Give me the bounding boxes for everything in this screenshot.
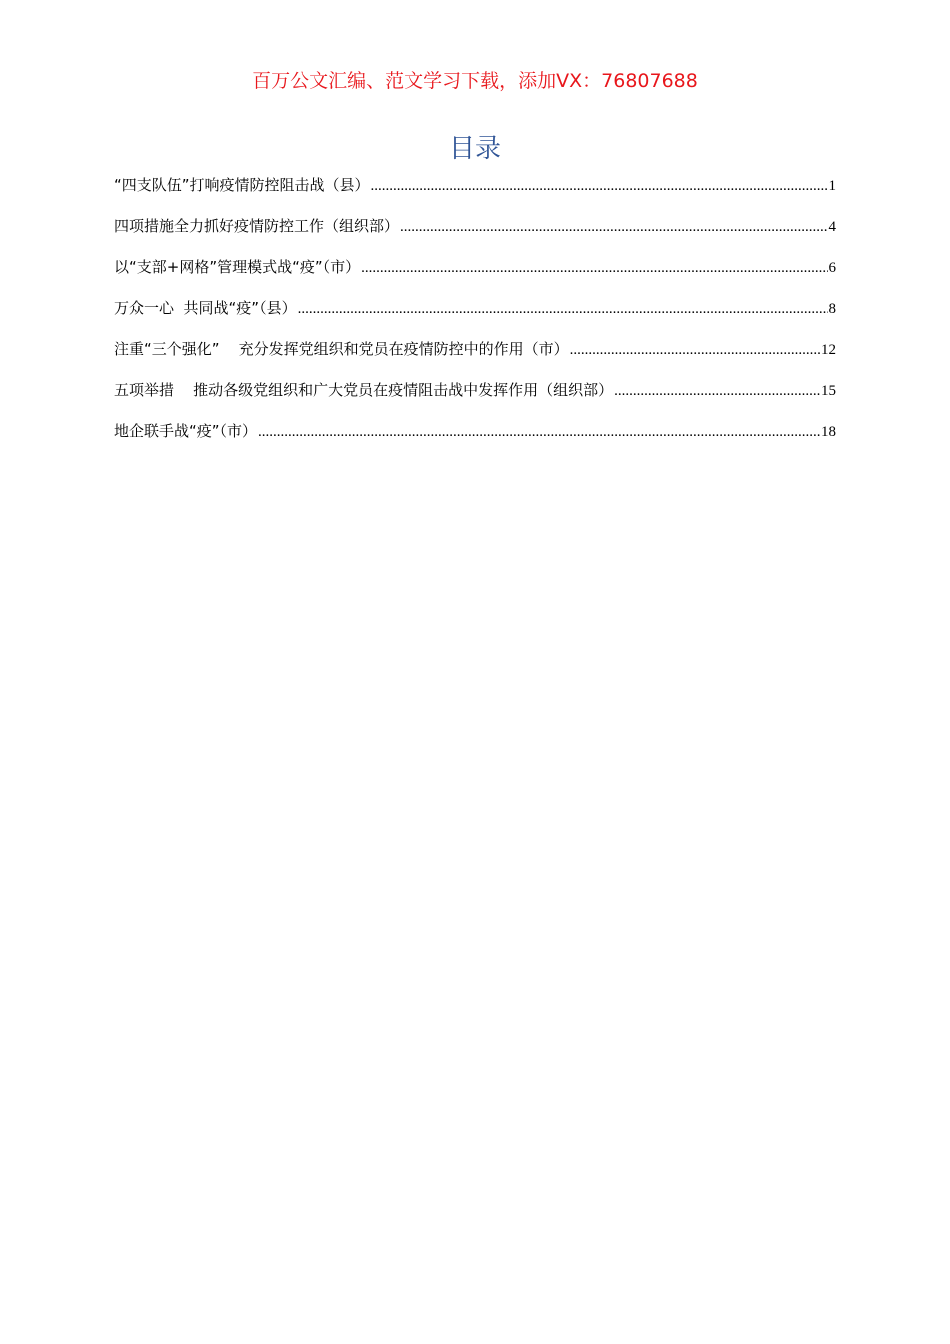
- dot-leader: [570, 342, 820, 359]
- toc-entry[interactable]: [114, 256, 836, 297]
- toc-entry-title: 五项举措 推动各级党组织和广大党员在疫情阻击战中发挥作用（组织部）: [114, 381, 614, 399]
- toc-entry-title: 以“支部+网格”管理模式战“疫”（市）: [114, 258, 361, 276]
- toc-entry[interactable]: [114, 174, 836, 215]
- toc-entry[interactable]: [114, 215, 836, 256]
- dot-leader: [258, 424, 820, 441]
- toc-entry-page: 4: [828, 219, 836, 235]
- toc-entry-title: 四项措施全力抓好疫情防控工作（组织部）: [114, 217, 400, 235]
- toc-entry[interactable]: [114, 379, 836, 420]
- toc-entry[interactable]: [114, 297, 836, 338]
- toc-title: 目录: [448, 134, 501, 164]
- table-of-contents: [114, 174, 836, 461]
- dot-leader: [361, 260, 827, 277]
- dot-leader: [400, 219, 827, 236]
- toc-entry-page: 6: [828, 260, 836, 276]
- toc-entry-page: 15: [821, 383, 836, 399]
- toc-entry[interactable]: [114, 338, 836, 379]
- dot-leader: [298, 301, 828, 318]
- dot-leader: [614, 383, 820, 400]
- toc-entry-title: “四支队伍”打响疫情防控阻击战（县）: [114, 176, 370, 194]
- toc-entry-title: 地企联手战“疫”（市）: [114, 422, 258, 440]
- toc-entry-page: 8: [828, 301, 836, 317]
- toc-entry-page: 18: [821, 424, 836, 440]
- dot-leader: [371, 178, 828, 195]
- toc-entry-page: 12: [821, 342, 836, 358]
- toc-entry-title: 万众一心 共同战“疫”（县）: [114, 299, 297, 317]
- header-banner: 百万公文汇编、范文学习下载，添加VX：76807688: [252, 70, 698, 92]
- toc-entry[interactable]: [114, 420, 836, 461]
- toc-entry-title: 注重“三个强化” 充分发挥党组织和党员在疫情防控中的作用（市）: [114, 340, 569, 358]
- toc-entry-page: 1: [828, 178, 836, 194]
